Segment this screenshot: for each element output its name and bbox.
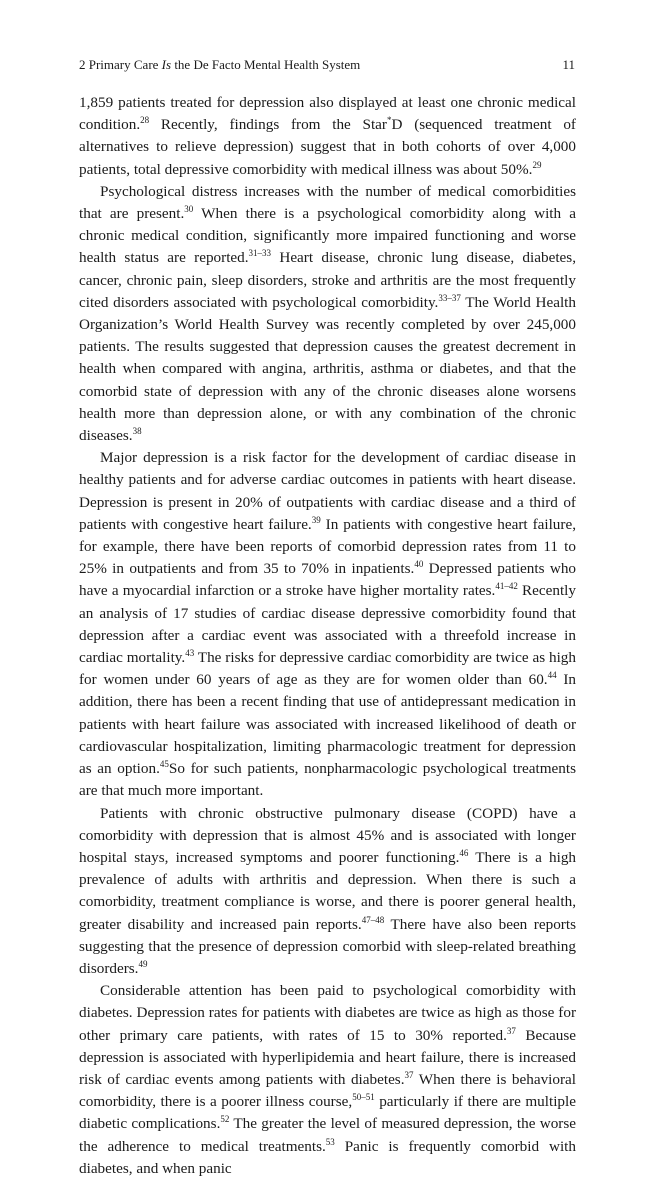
paragraph-text: So for such patients, nonpharmacologic psychological treatments are that much more important. — [79, 760, 576, 800]
citation-superscript: 53 — [325, 1136, 335, 1147]
citation-superscript: 43 — [185, 648, 195, 659]
chapter-title-suffix: the De Facto Mental Health System — [171, 57, 361, 72]
paragraph-text: 1,859 patients treated for depression also displayed at least one chronic medical condition. — [79, 94, 576, 134]
paragraph-text: The risks for depressive cardiac comorbidity are twice as high for women under 60 years of age as they are for women older than 60. — [79, 649, 576, 689]
citation-superscript: 45 — [159, 759, 169, 770]
citation-superscript: 37 — [506, 1025, 516, 1036]
paragraph-text: In patients with congestive heart failure, for example, there have been reports of comorbid depression rates from 11 to 25% in outpatients and from 35 to 70% in inpatients. — [79, 515, 576, 578]
citation-superscript: 37 — [404, 1069, 414, 1080]
paragraph-text: Recently an analysis of 17 studies of cardiac disease depressive comorbidity found that depression after a cardiac event was associated with a threefold increase in cardiac mortality. — [79, 582, 576, 667]
paragraph-text: The World Health Organization’s World Health Survey was recently completed by over 245,000 patients. The results suggested that depression causes the greatest decrement in health when compared with angina, arthritis, asthma or diabetes, and that the comorbid state of depression with any of the chronic diseases alone worsens health more than depression alone, or with any combination of the chronic diseases. — [79, 293, 576, 445]
paragraph-text: Because depression is associated with hyperlipidemia and heart failure, there is increased risk of cardiac events among patients with diabetes. — [79, 1026, 576, 1088]
citation-superscript: 49 — [138, 958, 148, 969]
citation-superscript: 33–37 — [438, 292, 461, 303]
citation-superscript: 30 — [184, 204, 194, 215]
citation-superscript: 29 — [532, 159, 542, 170]
citation-superscript: 28 — [140, 115, 150, 126]
page-number: 11 — [562, 57, 575, 72]
paragraph-text: Heart disease, chronic lung disease, diabetes, cancer, chronic pain, sleep disorders, stroke and arthritis are the most frequently cited disorders associated with psychological comorbidity. — [79, 249, 576, 311]
citation-superscript: 40 — [414, 559, 424, 570]
citation-superscript: 50–51 — [352, 1092, 375, 1103]
paragraph-text: Panic is frequently comorbid with diabetes, and when panic — [79, 1137, 576, 1177]
paragraph — [79, 92, 576, 181]
citation-superscript: 38 — [132, 426, 142, 437]
paragraph-text: particularly if there are multiple diabetic complications. — [79, 1093, 576, 1133]
paragraph-text: Depressed patients who have a myocardial infarction or a stroke have higher mortality rates. — [79, 560, 577, 600]
citation-superscript: 46 — [459, 847, 469, 858]
paragraph-text: Patients with chronic obstructive pulmonary disease (COPD) have a comorbidity with depression that is almost 45% and is associated with longer hospital stays, increased symptoms and poorer functioning. — [79, 804, 576, 866]
paragraph-text: The greater the level of measured depression, the worse the adherence to medical treatments. — [79, 1115, 576, 1155]
paragraph — [79, 181, 576, 447]
paragraph-text: Recently, findings from the Star — [149, 116, 387, 134]
citation-superscript: 39 — [311, 514, 321, 525]
citation-superscript: 52 — [220, 1114, 230, 1125]
citation-superscript: 44 — [547, 670, 557, 681]
chapter-title — [79, 57, 360, 73]
chapter-title-italic: Is — [161, 57, 172, 72]
paragraph-text: There have also been reports suggesting that the presence of depression comorbid with sleep-related breathing disorders. — [79, 915, 576, 977]
chapter-title-prefix: 2 Primary Care — [79, 57, 162, 72]
paragraph-text: When there is a psychological comorbidity along with a chronic medical condition, significantly more impaired functioning and worse health status are reported. — [79, 205, 577, 267]
paragraph — [79, 980, 576, 1180]
citation-superscript: 31–33 — [248, 248, 272, 259]
paragraph-text: There is a high prevalence of adults with arthritis and depression. When there is such a comorbidity, treatment compliance is worse, and there is poorer general health, greater disability and increased pain reports. — [79, 848, 577, 933]
paragraph-text: Psychological distress increases with the number of medical comorbidities that are present. — [79, 182, 576, 223]
citation-superscript: 41–42 — [495, 581, 518, 592]
body-text — [79, 92, 576, 1180]
citation-superscript: 47–48 — [361, 914, 385, 925]
paragraph — [79, 803, 576, 981]
paragraph-text: D (sequenced treatment of alternatives to relieve depression) suggest that in both cohorts of over 4,000 patients, total depressive comorbidity with medical illness was about 50%. — [79, 116, 576, 178]
paragraph-text: Considerable attention has been paid to psychological comorbidity with diabetes. Depression rates for patients with diabetes are twice as high as those for other primary care patients, with rates of 15 to 30% reported. — [79, 982, 576, 1044]
paragraph-text: In addition, there has been a recent finding that use of antidepressant medication in patients with heart failure was associated with increased likelihood of death or cardiovascular hospitalization, limiting pharmacologic treatment for depression as an option. — [79, 671, 576, 778]
paragraph-text: When there is behavioral comorbidity, there is a poorer illness course, — [79, 1070, 576, 1111]
paragraph — [79, 447, 576, 802]
citation-superscript: * — [387, 115, 392, 126]
paragraph-text: Major depression is a risk factor for the development of cardiac disease in healthy patients and for adverse cardiac outcomes in patients with heart disease. Depression is present in 20% of outpatients with cardiac disease and a third of patients with congestive heart failure. — [79, 449, 576, 533]
